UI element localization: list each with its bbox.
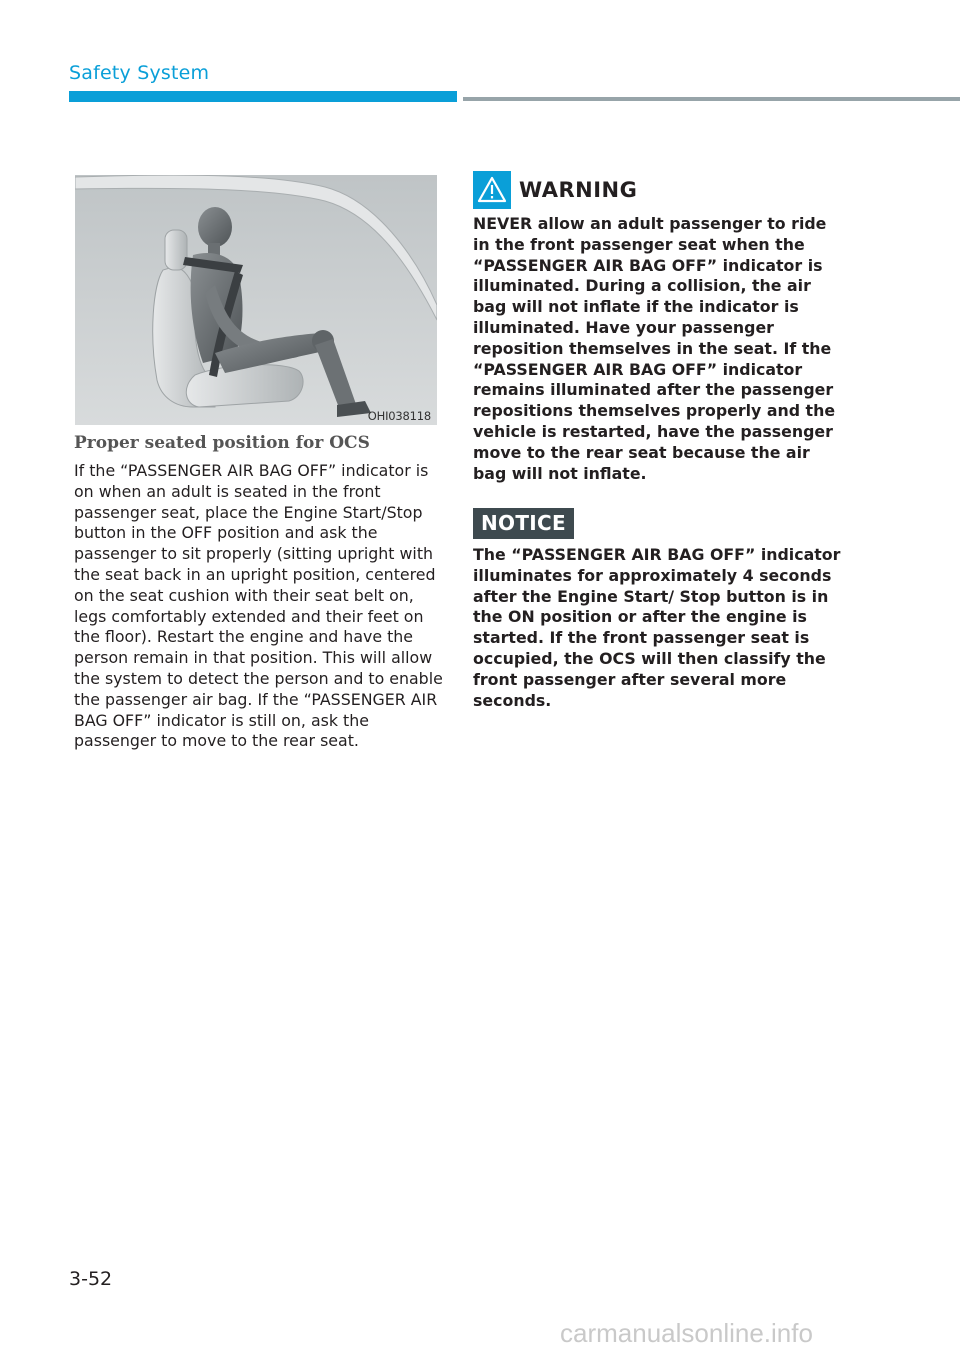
header-rule-gray <box>463 97 960 101</box>
seated-position-figure <box>75 175 437 425</box>
notice-text: The “PASSENGER AIR BAG OFF” indicator illuminates for approximately 4 seconds after the Engine Start/ Stop button is in the ON position or after the engine is started. If the front passenger seat is occupied, the OCS will then classify the front passenger after several more seconds. <box>473 545 841 710</box>
notice-badge: NOTICE <box>473 508 574 539</box>
section-title: Safety System <box>69 62 210 84</box>
warning-title: WARNING <box>519 178 638 202</box>
watermark: carmanualsonline.info <box>560 1318 813 1348</box>
figure-caption: Proper seated position for OCS <box>74 433 370 453</box>
figure-code: OHI038118 <box>367 409 431 423</box>
page-number: 3-52 <box>69 1268 113 1290</box>
body-paragraph: If the “PASSENGER AIR BAG OFF” indicator is on when an adult is seated in the front passenger seat, place the Engine Start/Stop button in the OFF position and ask the passenger to sit properly (sitting upright with the seat back in an upright position, centered on the seat cushion with their seat belt on, legs comfortably extended and their feet on the floor). Restart the engine and have the person remain in that position. This will allow the system to detect the person and to enable the passenger air bag. If the “PASSENGER AIR BAG OFF” indicator is still on, ask the passenger to move to the rear seat. <box>74 461 443 751</box>
warning-text: NEVER allow an adult passenger to ride in the front passenger seat when the “PASSENGER AIR BAG OFF” indicator is illuminated. During a collision, the air bag will not inflate if the indicator is illuminated. Have your passenger reposition themselves in the seat. If the “PASSENGER AIR BAG OFF” indicator remains illuminated after the passenger repositions themselves properly and the vehicle is restarted, have the passenger move to the rear seat because the air bag will not inflate. <box>473 214 836 483</box>
header-rule-accent <box>69 91 457 102</box>
warning-triangle-icon <box>473 171 511 209</box>
seated-dummy-illustration <box>75 175 437 425</box>
